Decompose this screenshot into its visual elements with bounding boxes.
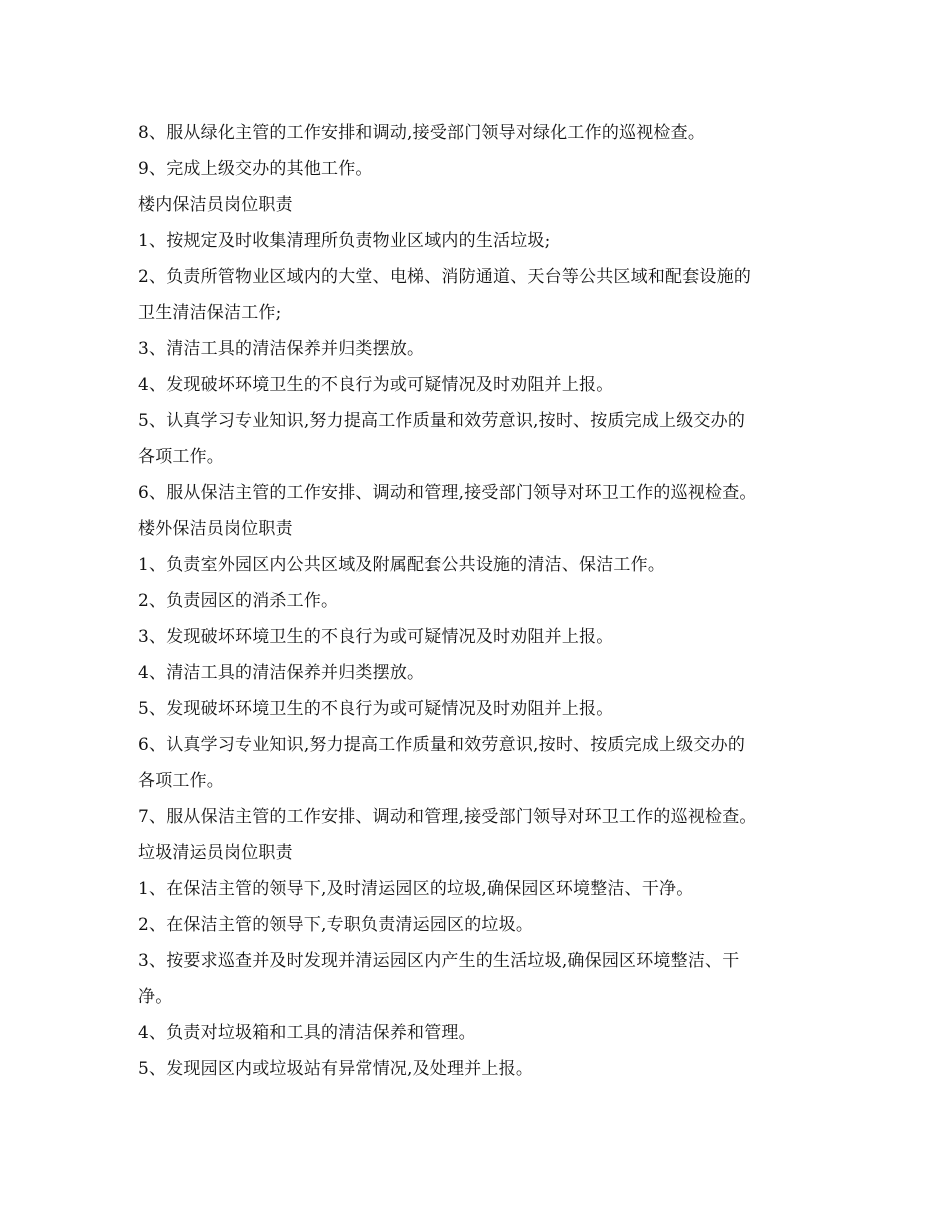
section-heading: 楼内保洁员岗位职责 [138, 195, 293, 215]
list-item: 1、在保洁主管的领导下,及时清运园区的垃圾,确保园区环境整洁、干净。 [138, 879, 694, 899]
list-item: 6、服从保洁主管的工作安排、调动和管理,接受部门领导对环卫工作的巡视检查。 [138, 483, 757, 503]
section-heading: 垃圾清运员岗位职责 [138, 843, 293, 863]
list-item: 3、清洁工具的清洁保养并归类摆放。 [138, 339, 425, 359]
list-item-continuation: 净。 [138, 987, 173, 1007]
list-item: 2、负责园区的消杀工作。 [138, 591, 339, 611]
list-item: 8、服从绿化主管的工作安排和调动,接受部门领导对绿化工作的巡视检查。 [138, 123, 706, 143]
list-item: 4、负责对垃圾箱和工具的清洁保养和管理。 [138, 1023, 476, 1043]
list-item: 1、按规定及时收集清理所负责物业区域内的生活垃圾; [138, 231, 551, 251]
list-item: 1、负责室外园区内公共区域及附属配套公共设施的清洁、保洁工作。 [138, 555, 666, 575]
list-item: 4、发现破坏环境卫生的不良行为或可疑情况及时劝阻并上报。 [138, 375, 614, 395]
document-page [138, 115, 810, 1087]
list-item: 7、服从保洁主管的工作安排、调动和管理,接受部门领导对环卫工作的巡视检查。 [138, 807, 757, 827]
section-indoor-cleaner [138, 187, 810, 511]
list-item-continuation: 卫生清洁保洁工作; [138, 303, 282, 323]
list-item: 9、完成上级交办的其他工作。 [138, 159, 373, 179]
list-item: 2、在保洁主管的领导下,专职负责清运园区的垃圾。 [138, 915, 534, 935]
section-outdoor-cleaner [138, 511, 810, 835]
list-item: 4、清洁工具的清洁保养并归类摆放。 [138, 663, 425, 683]
section-greening-continuation [138, 115, 810, 187]
list-item: 5、发现破坏环境卫生的不良行为或可疑情况及时劝阻并上报。 [138, 699, 614, 719]
list-item: 3、按要求巡查并及时发现并清运园区内产生的生活垃圾,确保园区环境整洁、干 [138, 951, 740, 971]
list-item-continuation: 各项工作。 [138, 771, 224, 791]
list-item: 3、发现破坏环境卫生的不良行为或可疑情况及时劝阻并上报。 [138, 627, 614, 647]
list-item: 2、负责所管物业区域内的大堂、电梯、消防通道、天台等公共区域和配套设施的 [138, 267, 752, 287]
list-item-continuation: 各项工作。 [138, 447, 224, 467]
list-item: 5、发现园区内或垃圾站有异常情况,及处理并上报。 [138, 1059, 534, 1079]
list-item: 5、认真学习专业知识,努力提高工作质量和效劳意识,按时、按质完成上级交办的 [138, 411, 746, 431]
list-item: 6、认真学习专业知识,努力提高工作质量和效劳意识,按时、按质完成上级交办的 [138, 735, 746, 755]
section-garbage-collector [138, 835, 810, 1087]
section-heading: 楼外保洁员岗位职责 [138, 519, 293, 539]
